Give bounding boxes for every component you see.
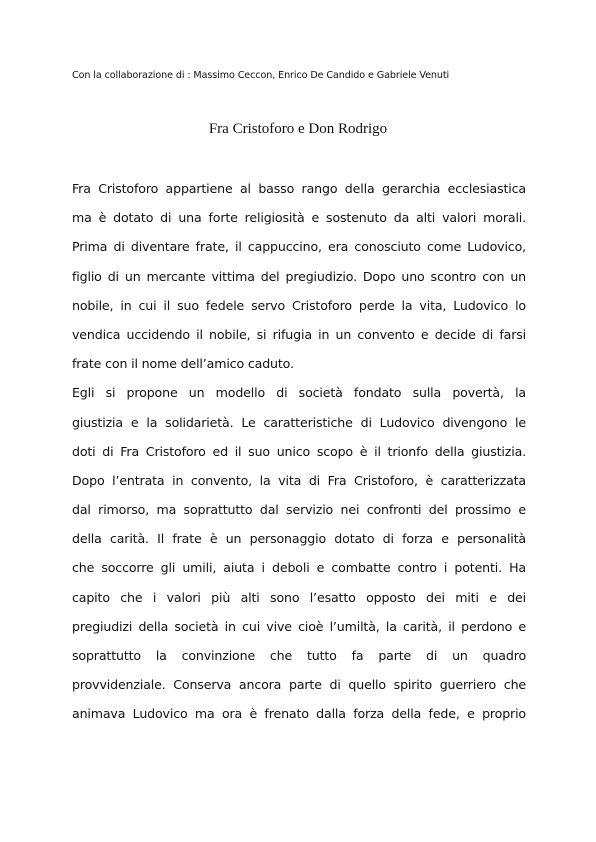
text-line: provvidenziale. Conserva ancora parte di quello spirito guerriero che (72, 677, 526, 693)
text-line: animava Ludovico ma ora è frenato dalla forza della fede, e proprio (72, 706, 526, 722)
text-line: soprattutto la convinzione che tutto fa parte di un quadro (72, 648, 526, 663)
document-title: Fra Cristoforo e Don Rodrigo (208, 121, 388, 137)
text-line: Dopo l’entrata in convento, la vita di Fra Cristoforo, è caratterizzata (72, 472, 526, 488)
text-line: doti di Fra Cristoforo ed il suo unico scopo è il trionfo della giustizia. (72, 443, 526, 459)
text-line: figlio di un mercante vittima del pregiudizio. Dopo uno scontro con un (72, 268, 526, 284)
text-line: Egli si propone un modello di società fondato sulla povertà, la (72, 385, 526, 401)
text-line: giustizia e la solidarietà. Le caratteristiche di Ludovico divengono le (72, 414, 526, 430)
text-line: dal rimorso, ma soprattutto dal servizio nei confronti del prossimo e (72, 502, 526, 518)
text-line: capito che i valori più alti sono l’esatto opposto dei miti e dei (72, 589, 526, 605)
text-line: vendica uccidendo il nobile, si rifugia in un convento e decide di farsi (72, 326, 526, 342)
text-line: che soccorre gli umili, aiuta i deboli e combatte contro i potenti. Ha (72, 560, 526, 576)
credits-line: Con la collaborazione di : Massimo Ceccon, Enrico De Candido e Gabriele Venuti (72, 70, 450, 81)
text-line: della carità. Il frate è un personaggio dotato di forza e personalità (72, 531, 526, 547)
text-line: Fra Cristoforo appartiene al basso rango della gerarchia ecclesiastica (72, 181, 526, 196)
body-text (72, 174, 526, 729)
text-line: frate con il nome dell’amico caduto. (72, 356, 294, 372)
text-line: pregiudizi della società in cui vive cioè l’umiltà, la carità, il perdono e (72, 618, 526, 634)
text-line: nobile, in cui il suo fedele servo Cristoforo perde la vita, Ludovico lo (72, 297, 526, 313)
text-line: Prima di diventare frate, il cappuccino, era conosciuto come Ludovico, (72, 239, 526, 255)
text-line: ma è dotato di una forte religiosità e sostenuto da alti valori morali. (72, 210, 526, 226)
